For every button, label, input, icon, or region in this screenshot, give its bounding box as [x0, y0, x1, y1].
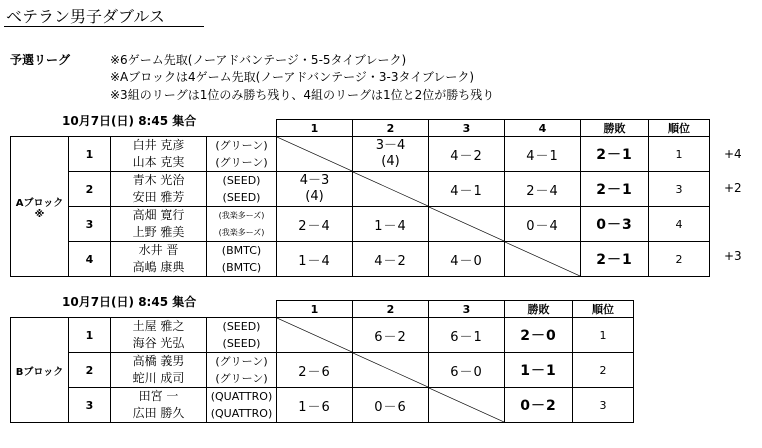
- score: 4－1: [505, 137, 581, 172]
- team-number: 3: [69, 388, 111, 423]
- club-name: (SEED): [222, 174, 261, 187]
- diagonal-cell: [277, 318, 353, 353]
- col-header: 2: [353, 120, 429, 137]
- score: 6－2: [353, 318, 429, 353]
- score: 3－4: [375, 138, 406, 153]
- club-name: (グリーン): [215, 372, 268, 385]
- player-name: 田宮 一: [138, 389, 179, 403]
- col-header: 1: [277, 301, 353, 318]
- player-name: 高橋 義男: [132, 354, 185, 368]
- player-name: 水井 晋: [138, 243, 179, 257]
- rank: 3: [649, 172, 710, 207]
- rank: 2: [649, 242, 710, 277]
- col-header: 2: [353, 301, 429, 318]
- score: 6－0: [429, 353, 505, 388]
- score: 4－2: [429, 137, 505, 172]
- rank: 2: [573, 353, 634, 388]
- side-note: +2: [724, 181, 742, 195]
- block-b-time: 10月7日(日) 8:45 集合: [62, 295, 197, 309]
- win-loss: 2－1: [581, 172, 649, 207]
- title-underline: [4, 26, 204, 27]
- rank: 1: [573, 318, 634, 353]
- win-loss: 1－1: [505, 353, 573, 388]
- block-label: Bブロック: [11, 318, 69, 423]
- diagonal-cell: [353, 172, 429, 207]
- win-loss: 2－1: [581, 137, 649, 172]
- club-name: (我楽多ーズ): [218, 211, 265, 220]
- col-header: 3: [429, 120, 505, 137]
- score: 4－1: [429, 172, 505, 207]
- rank: 1: [649, 137, 710, 172]
- note-2: ※Aブロックは4ゲーム先取(ノーアドバンテージ・3-3タイブレーク): [110, 70, 475, 84]
- col-header: 1: [277, 120, 353, 137]
- player-name: 海谷 光弘: [132, 336, 185, 350]
- player-name: 高畑 寛行: [132, 208, 185, 222]
- team-number: 1: [69, 137, 111, 172]
- block-a-table: [10, 119, 710, 277]
- score: 1－4: [353, 207, 429, 242]
- team-number: 4: [69, 242, 111, 277]
- note-3: ※3組のリーグは1位のみ勝ち残り、4組のリーグは1位と2位が勝ち残り: [110, 88, 495, 102]
- diagonal-cell: [277, 137, 353, 172]
- col-header: 4: [505, 120, 581, 137]
- score: 2－4: [505, 172, 581, 207]
- col-header: 順位: [573, 301, 634, 318]
- club-name: (QUATTRO): [210, 390, 273, 403]
- player-name: 安田 雅芳: [132, 190, 185, 204]
- club-name: (我楽多ーズ): [218, 228, 265, 237]
- tiebreak: (4): [381, 154, 400, 169]
- player-name: 広田 勝久: [132, 406, 185, 420]
- score: 2－6: [277, 353, 353, 388]
- club-name: (BMTC): [221, 261, 262, 274]
- team-number: 1: [69, 318, 111, 353]
- score: 0－4: [505, 207, 581, 242]
- prelim-label: 予選リーグ: [10, 53, 71, 67]
- table-row: [11, 318, 634, 353]
- col-header: 勝敗: [505, 301, 573, 318]
- club-name: (QUATTRO): [210, 407, 273, 420]
- score: 4－0: [429, 242, 505, 277]
- diagonal-cell: [429, 207, 505, 242]
- score: 4－3: [299, 173, 330, 188]
- club-name: (グリーン): [215, 156, 268, 169]
- player-name: 青木 光治: [132, 173, 185, 187]
- score: 2－4: [277, 207, 353, 242]
- page-title: ベテラン男子ダブルス: [6, 7, 165, 26]
- player-name: 蛇川 成司: [132, 371, 185, 385]
- side-note: +3: [724, 249, 742, 263]
- block-label: Aブロック ※: [11, 137, 69, 277]
- block-b-table: [10, 300, 634, 423]
- player-name: 山本 克実: [132, 155, 185, 169]
- table-row: [11, 388, 634, 423]
- team-number: 2: [69, 172, 111, 207]
- win-loss: 0－3: [581, 207, 649, 242]
- club-name: (グリーン): [215, 355, 268, 368]
- tiebreak: (4): [305, 189, 324, 204]
- table-row: [11, 207, 710, 242]
- win-loss: 2－1: [581, 242, 649, 277]
- club-name: (グリーン): [215, 139, 268, 152]
- table-row: [11, 172, 710, 207]
- club-name: (BMTC): [221, 244, 262, 257]
- score: 1－6: [277, 388, 353, 423]
- player-name: 上野 雅美: [132, 225, 185, 239]
- player-name: 白井 克彦: [132, 138, 185, 152]
- player-name: 高嶋 康典: [132, 260, 185, 274]
- col-header: 勝敗: [581, 120, 649, 137]
- score: 0－6: [353, 388, 429, 423]
- score: 1－4: [277, 242, 353, 277]
- table-row: [11, 137, 710, 172]
- diagonal-cell: [353, 353, 429, 388]
- col-header: 順位: [649, 120, 710, 137]
- win-loss: 2－0: [505, 318, 573, 353]
- team-number: 3: [69, 207, 111, 242]
- diagonal-cell: [429, 388, 505, 423]
- rank: 4: [649, 207, 710, 242]
- col-header: 3: [429, 301, 505, 318]
- score: 6－1: [429, 318, 505, 353]
- club-name: (SEED): [222, 320, 261, 333]
- club-name: (SEED): [222, 337, 261, 350]
- table-row: [11, 353, 634, 388]
- table-row: [11, 242, 710, 277]
- rank: 3: [573, 388, 634, 423]
- note-1: ※6ゲーム先取(ノーアドバンテージ・5-5タイブレーク): [110, 53, 407, 67]
- win-loss: 0－2: [505, 388, 573, 423]
- score: 4－2: [353, 242, 429, 277]
- side-note: +4: [724, 147, 742, 161]
- player-name: 土屋 雅之: [132, 319, 185, 333]
- diagonal-cell: [505, 242, 581, 277]
- team-number: 2: [69, 353, 111, 388]
- club-name: (SEED): [222, 191, 261, 204]
- block-a-time: 10月7日(日) 8:45 集合: [62, 114, 197, 128]
